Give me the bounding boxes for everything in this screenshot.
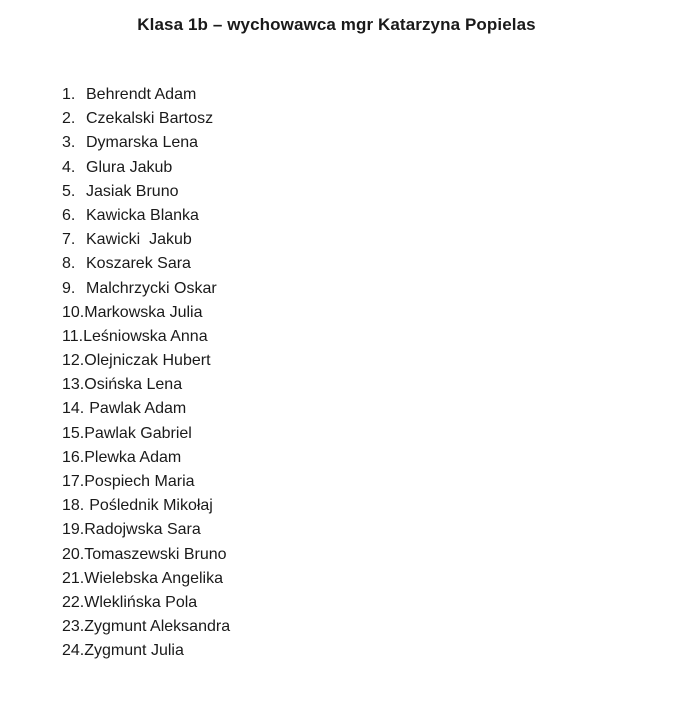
- student-number: 6.: [62, 206, 76, 224]
- student-name: Glura Jakub: [86, 158, 173, 176]
- student-number: 8.: [62, 255, 76, 273]
- student-number: 23.: [62, 618, 85, 636]
- student-number: 19.: [62, 521, 85, 539]
- student-name: Dymarska Lena: [86, 134, 199, 152]
- student-name: Markowska Julia: [84, 303, 203, 321]
- student-number: 16.: [62, 448, 85, 466]
- student-name: Pawlak Gabriel: [84, 424, 192, 442]
- student-name: Zygmunt Julia: [84, 642, 184, 660]
- list-item: [62, 424, 230, 448]
- list-item: [62, 85, 230, 109]
- list-item: [62, 448, 230, 472]
- student-name: Radojwska Sara: [84, 521, 201, 539]
- student-name: Leśniowska Anna: [83, 327, 208, 345]
- student-name: Olejniczak Hubert: [84, 352, 211, 370]
- student-number: 9.: [62, 279, 76, 297]
- student-name: Koszarek Sara: [86, 255, 191, 273]
- list-item: [62, 545, 230, 569]
- student-list: [62, 85, 230, 666]
- list-item: [62, 375, 230, 399]
- student-number: 18.: [62, 497, 85, 515]
- student-number: 24.: [62, 642, 85, 660]
- student-name: Osińska Lena: [84, 376, 183, 394]
- student-number: 17.: [62, 473, 85, 490]
- list-item: [62, 569, 230, 593]
- list-item: [62, 279, 230, 303]
- student-number: 10.: [62, 303, 85, 321]
- student-name: Behrendt Adam: [86, 86, 197, 103]
- student-number: 2.: [62, 110, 76, 128]
- student-name: Wleklińska Pola: [84, 593, 198, 611]
- list-item: [62, 641, 230, 665]
- list-item: [62, 230, 230, 254]
- student-number: 5.: [62, 182, 76, 200]
- student-number: 12.: [62, 352, 85, 370]
- list-item: [62, 617, 230, 641]
- student-number: 4.: [62, 158, 76, 176]
- student-name: Tomaszewski Bruno: [84, 545, 227, 563]
- list-item: [62, 182, 230, 206]
- student-number: 7.: [62, 231, 76, 249]
- list-item: [62, 109, 230, 133]
- list-item: [62, 593, 230, 617]
- student-name: Plewka Adam: [84, 448, 182, 466]
- student-number: 11.: [62, 327, 84, 345]
- list-item: [62, 158, 230, 182]
- student-name: Kawicka Blanka: [86, 206, 199, 224]
- list-item: [62, 327, 230, 351]
- student-name: Zygmunt Aleksandra: [84, 618, 231, 636]
- document-title: Klasa 1b – wychowawca mgr Katarzyna Popielas: [137, 15, 536, 34]
- list-item: [62, 496, 230, 520]
- student-number: 15.: [62, 424, 85, 442]
- student-number: 14.: [62, 400, 85, 418]
- student-name: Pospiech Maria: [84, 473, 195, 490]
- list-item: [62, 472, 230, 496]
- student-number: 1.: [62, 86, 76, 103]
- student-name: Wielebska Angelika: [84, 569, 223, 587]
- list-item: [62, 351, 230, 375]
- list-item: [62, 303, 230, 327]
- list-item: [62, 206, 230, 230]
- student-name: Kawicki Jakub: [86, 231, 192, 249]
- student-number: 22.: [62, 593, 85, 611]
- student-name: Jasiak Bruno: [86, 182, 179, 200]
- student-number: 13.: [62, 376, 85, 394]
- student-name: Czekalski Bartosz: [86, 110, 214, 128]
- list-item: [62, 399, 230, 423]
- student-name: Poślednik Mikołaj: [89, 497, 213, 515]
- list-item: [62, 133, 230, 157]
- student-number: 20.: [62, 545, 85, 563]
- student-number: 3.: [62, 134, 76, 152]
- list-item: [62, 254, 230, 278]
- student-name: Pawlak Adam: [89, 400, 187, 418]
- list-item: [62, 520, 230, 544]
- student-name: Malchrzycki Oskar: [86, 279, 217, 297]
- student-number: 21.: [62, 569, 85, 587]
